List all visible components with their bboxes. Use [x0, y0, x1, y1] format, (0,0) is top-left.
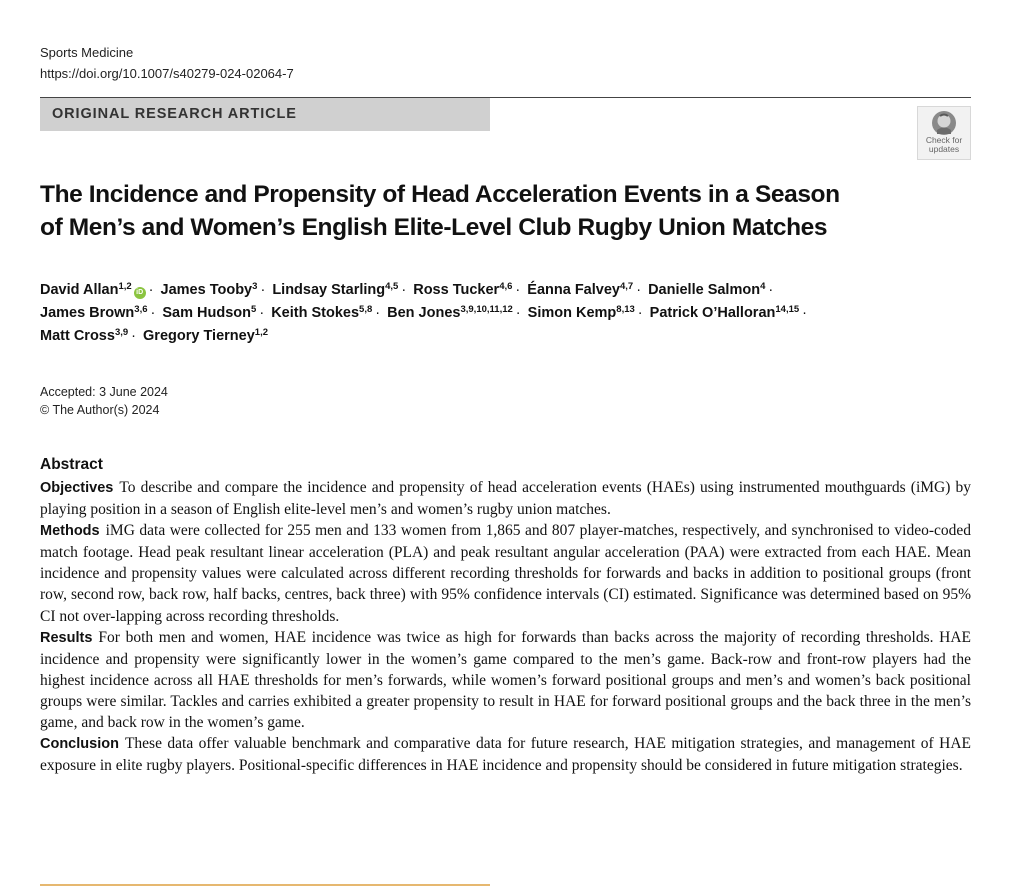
author-separator: ·	[637, 305, 643, 321]
check-for-label: Check for	[925, 135, 963, 145]
author[interactable]: Patrick O’Halloran$^{14,15}$	[649, 304, 800, 321]
check-for-updates-button[interactable]	[917, 106, 971, 160]
journal-name: Sports Medicine	[40, 45, 134, 60]
abstract-body	[40, 477, 971, 776]
author-separator: ·	[148, 282, 154, 298]
author[interactable]: Danielle Salmon$^4$	[648, 281, 766, 298]
author-separator: ·	[259, 305, 265, 321]
title-line-2: of Men’s and Women’s English Elite-Level Club Rugby Union Matches	[40, 214, 828, 241]
author-separator: ·	[150, 305, 156, 321]
author-separator: ·	[636, 282, 642, 298]
author-separator: ·	[515, 282, 521, 298]
author[interactable]: Keith Stokes$^{5,8}$	[271, 304, 373, 321]
author[interactable]: Matt Cross$^{3,9}$	[40, 327, 129, 344]
section-text: These data offer valuable benchmark and comparative data for future research, HAE mitigation strategies, and management of HAE exposure in elite rugby players. Positional-specific differences in HAE incidence and propensity should be considered in future mitigation strategies.	[40, 735, 971, 775]
author[interactable]: Sam Hudson$^5$	[162, 304, 257, 321]
crossmark-icon	[931, 110, 957, 136]
section-label: Results	[40, 629, 93, 646]
copyright-notice: © The Author(s) 2024	[40, 403, 160, 417]
footer-rule	[40, 884, 490, 886]
orcid-icon[interactable]: iD	[134, 287, 146, 299]
abstract-conclusion	[40, 733, 971, 776]
article-type-banner: ORIGINAL RESEARCH ARTICLE	[40, 98, 490, 131]
section-label: Objectives	[40, 480, 114, 496]
author-separator: ·	[260, 282, 266, 298]
author[interactable]: Éanna Falvey$^{4,7}$	[527, 281, 634, 298]
abstract-heading: Abstract	[40, 456, 103, 473]
author[interactable]: Lindsay Starling$^{4,5}$	[272, 281, 399, 298]
updates-label: updates	[928, 144, 960, 154]
author[interactable]: Ross Tucker$^{4,6}$	[413, 281, 513, 298]
accepted-date: Accepted: 3 June 2024	[40, 385, 168, 399]
section-text: For both men and women, HAE incidence was twice as high for forwards than backs across the majority of recording thresholds. HAE incidence and propensity were significantly lower in the women’s game compared to the men’s game. Back-row and front-row players had the highest incidence across all HAE thresholds for men’s forwards, while women’s forward positional groups and men’s and women’s back positional groups were similar. Tackles and carries exhibited a greater propensity to result in HAE for forward positional groups and the back three in the men’s game, and back row in the women’s game.	[40, 628, 971, 732]
abstract-methods	[40, 520, 971, 626]
author-separator: ·	[401, 282, 407, 298]
author[interactable]: David Allan$^{1,2}$iD	[40, 282, 146, 298]
author-list	[40, 279, 970, 348]
section-label: Methods	[40, 523, 100, 540]
abstract-objectives	[40, 477, 971, 520]
title-line-1: The Incidence and Propensity of Head Acceleration Events in a Season	[40, 181, 840, 208]
author[interactable]: Gregory Tierney$^{1,2}$	[143, 327, 269, 344]
section-text: To describe and compare the incidence and propensity of head acceleration events (HAEs) using instrumented mouthguards (iMG) by playing position in a season of English elite-level men’s and women’s rugby union matches.	[40, 479, 971, 519]
doi-link[interactable]: https://doi.org/10.1007/s40279-024-02064-7	[40, 66, 294, 81]
author-separator: ·	[802, 305, 807, 321]
author[interactable]: James Tooby$^3$	[160, 281, 258, 298]
author[interactable]: Ben Jones$^{3,9,10,11,12}$	[387, 304, 513, 321]
author-separator: ·	[768, 282, 774, 298]
author[interactable]: Simon Kemp$^{8,13}$	[527, 304, 635, 321]
abstract-results	[40, 627, 971, 733]
author-separator: ·	[131, 328, 136, 344]
author[interactable]: James Brown$^{3,6}$	[40, 304, 148, 321]
section-label: Conclusion	[40, 736, 119, 753]
author-separator: ·	[515, 305, 521, 321]
section-text: iMG data were collected for 255 men and 133 women from 1,865 and 807 player-matches, respectively, and synchronised to video-coded match footage. Head peak resultant linear acceleration (PLA) and peak resultant angular acceleration (PAA) were extracted from each HAE. Mean incidence and propensity values were calculated across different recording thresholds for forwards and backs in addition to positional groups (front row, second row, back row, half backs, centres, back three) with 95% confidence intervals (CI) estimated. Significance was determined based on 95% CI not over-lapping across recording thresholds.	[40, 522, 971, 625]
article-title	[40, 178, 970, 244]
author-separator: ·	[375, 305, 381, 321]
